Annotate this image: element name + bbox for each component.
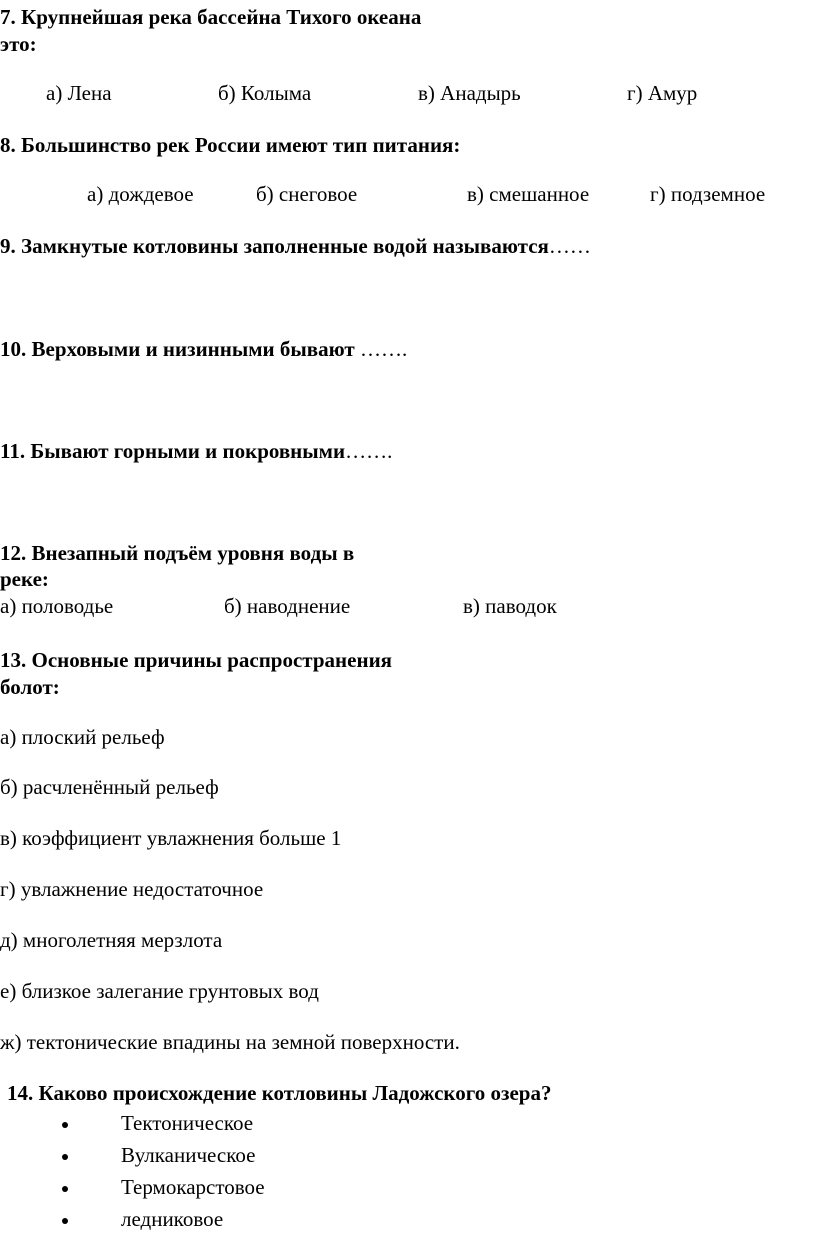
question-13-option-d: г) увлажнение недостаточное xyxy=(0,877,264,901)
question-13-option-b: б) расчленённый рельеф xyxy=(0,775,219,799)
question-8-title: 8. Большинство рек России имеют тип питания: xyxy=(0,133,461,157)
question-10-title: 10. Верховыми и низинными бывают xyxy=(0,337,355,361)
question-7-option-a: а) Лена xyxy=(46,81,112,105)
question-14-option-2: Вулканическое xyxy=(121,1143,256,1167)
question-11-title: 11. Бывают горными и покровными xyxy=(0,439,346,463)
question-13-option-a: а) плоский рельеф xyxy=(0,725,165,749)
question-8-option-a: а) дождевое xyxy=(87,182,194,206)
question-12-option-c: в) паводок xyxy=(463,594,557,618)
question-7-option-d: г) Амур xyxy=(627,81,698,105)
question-14-option-1: Тектоническое xyxy=(121,1111,254,1135)
question-7-title-line2: это: xyxy=(0,32,37,56)
question-9-title: 9. Замкнутые котловины заполненные водой называются xyxy=(0,234,549,258)
question-8-option-c: в) смешанное xyxy=(467,182,590,206)
question-7-title-line1: 7. Крупнейшая река бассейна Тихого океана xyxy=(0,5,422,29)
question-7-option-b: б) Колыма xyxy=(218,81,312,105)
question-12-title-line2: реке: xyxy=(0,567,49,591)
bullet-icon xyxy=(62,1186,68,1192)
question-10-blank: ……. xyxy=(354,337,408,361)
question-14-option-4: ледниковое xyxy=(121,1207,224,1231)
question-14-title: 14. Каково происхождение котловины Ладожского озера? xyxy=(7,1081,552,1105)
question-12-option-b: б) наводнение xyxy=(224,594,351,618)
question-14-option-3: Термокарстовое xyxy=(121,1175,265,1199)
question-13-title-line1: 13. Основные причины распространения xyxy=(0,648,393,672)
question-8-option-b: б) снеговое xyxy=(256,182,358,206)
bullet-icon xyxy=(62,1218,68,1224)
bullet-icon xyxy=(62,1154,68,1160)
question-13-option-c: в) коэффициент увлажнения больше 1 xyxy=(0,826,342,850)
question-13-option-e: д) многолетняя мерзлота xyxy=(0,928,223,952)
question-7-option-c: в) Анадырь xyxy=(418,81,521,105)
question-13-option-g: ж) тектонические впадины на земной поверхности. xyxy=(0,1030,460,1054)
question-11 xyxy=(0,439,392,463)
question-13-option-f: е) близкое залегание грунтовых вод xyxy=(0,979,319,1003)
question-9 xyxy=(0,234,591,258)
question-13-title-line2: болот: xyxy=(0,675,60,699)
question-8-option-d: г) подземное xyxy=(650,182,766,206)
bullet-icon xyxy=(62,1122,68,1128)
question-12-title-line1: 12. Внезапный подъём уровня воды в xyxy=(0,541,355,565)
question-10 xyxy=(0,337,407,361)
question-12-option-a: а) половодье xyxy=(0,594,114,618)
question-11-blank: ……. xyxy=(345,439,393,463)
question-9-blank: …… xyxy=(548,234,591,258)
